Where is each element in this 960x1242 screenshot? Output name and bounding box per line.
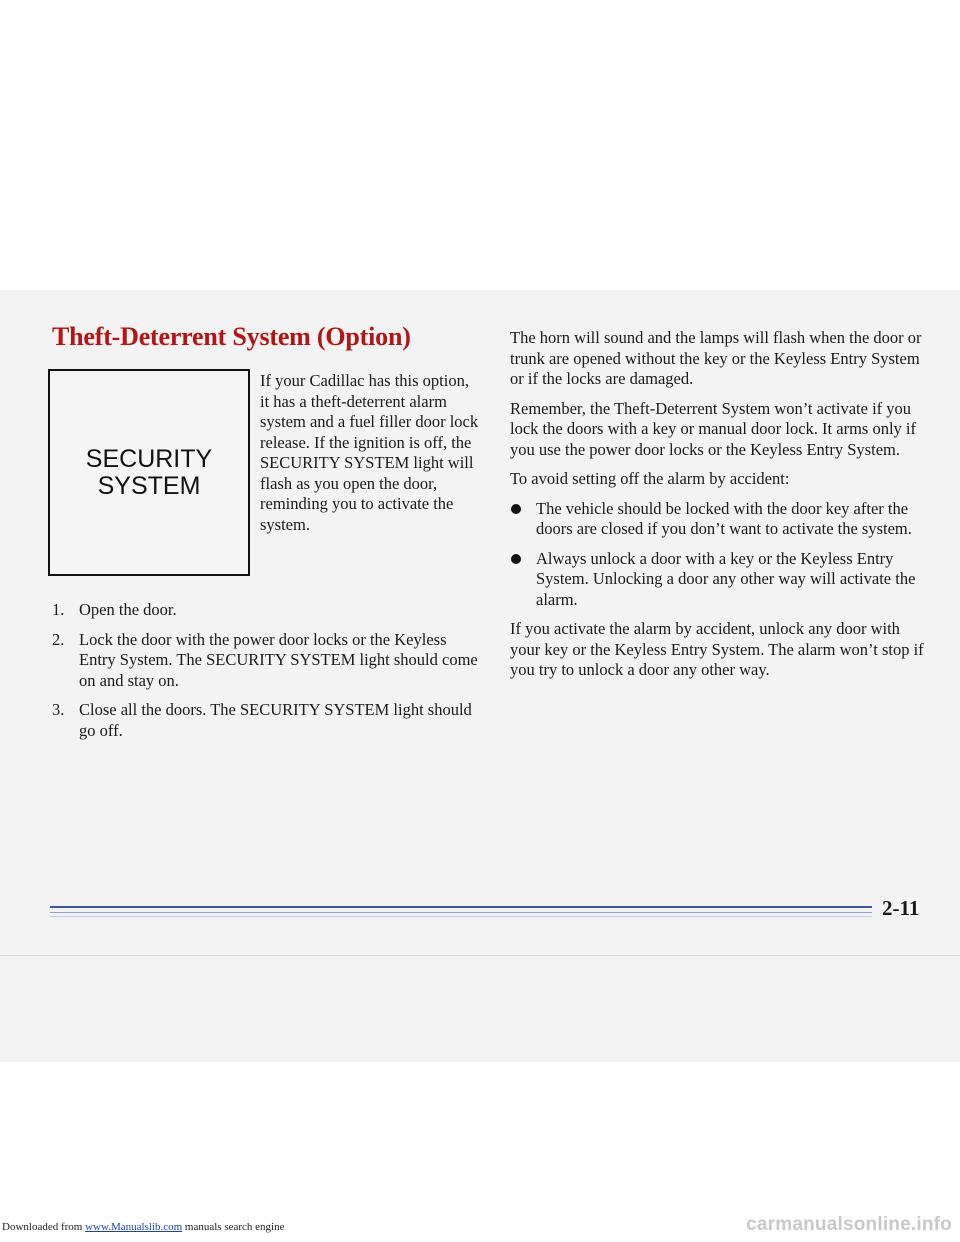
step-item	[52, 600, 482, 621]
step-text: Close all the doors. The SECURITY SYSTEM light should go off.	[79, 700, 472, 740]
reminder-paragraph: Remember, the Theft-Deterrent System won’t activate if you lock the doors with a key or manual door lock. It arms only if you use the power door locks or the Keyless Entry System.	[510, 398, 916, 459]
bullet-text: Always unlock a door with a key or the Keyless Entry System. Unlocking a door any other way will activate the alarm.	[536, 548, 916, 609]
bullet-item	[510, 549, 932, 611]
accident-paragraph: If you activate the alarm by accident, unlock any door with your key or the Keyless Entry System. The alarm won’t stop if you try to unlock a door any other way.	[510, 619, 924, 679]
security-system-indicator	[48, 369, 250, 576]
indicator-line-2: SYSTEM	[97, 471, 201, 500]
bullet-dot-icon	[511, 554, 521, 564]
step-number: 2.	[52, 629, 65, 649]
horn-paragraph: The horn will sound and the lamps will flash when the door or trunk are opened without the key or the Keyless Entry System or if the locks are damaged.	[510, 328, 922, 388]
page-bottom-rule	[0, 955, 960, 956]
footer-prefix: Downloaded from	[2, 1221, 86, 1233]
indicator-line-1: SECURITY	[85, 444, 213, 473]
activation-steps	[52, 600, 482, 750]
step-text: Lock the door with the power door locks or the Keyless Entry System. The SECURITY SYSTEM light should come on and stay on.	[79, 629, 478, 690]
page-number: 2-11	[882, 896, 920, 920]
step-number: 1.	[52, 600, 65, 619]
footer-rule-thin	[50, 912, 872, 913]
avoid-paragraph: To avoid setting off the alarm by accident:	[510, 469, 790, 488]
right-column	[510, 328, 932, 690]
step-text: Open the door.	[79, 600, 177, 619]
step-item	[52, 630, 482, 692]
footer-rule-faint	[50, 916, 872, 917]
intro-paragraph: If your Cadillac has this option, it has a theft-deterrent alarm system and a fuel filler door lock release. If the ignition is off, the SECURITY SYSTEM light will flash as you open the door, reminding you to activate the system.	[260, 371, 479, 534]
bullet-text: The vehicle should be locked with the door key after the doors are closed if you don’t want to activate the system.	[536, 498, 912, 538]
bullet-item	[510, 499, 932, 540]
footer-suffix: manuals search engine	[182, 1221, 285, 1233]
step-number: 3.	[52, 700, 65, 719]
bullet-list	[510, 499, 932, 611]
watermark: carmanualsonline.info	[746, 1214, 952, 1235]
indicator-label	[86, 446, 212, 500]
bullet-dot-icon	[511, 504, 521, 514]
download-footer	[2, 1221, 284, 1233]
step-item	[52, 700, 482, 741]
footer-rule	[50, 906, 872, 908]
section-title: Theft-Deterrent System (Option)	[52, 322, 411, 351]
manualslib-link[interactable]: www.Manualslib.com	[85, 1221, 183, 1233]
